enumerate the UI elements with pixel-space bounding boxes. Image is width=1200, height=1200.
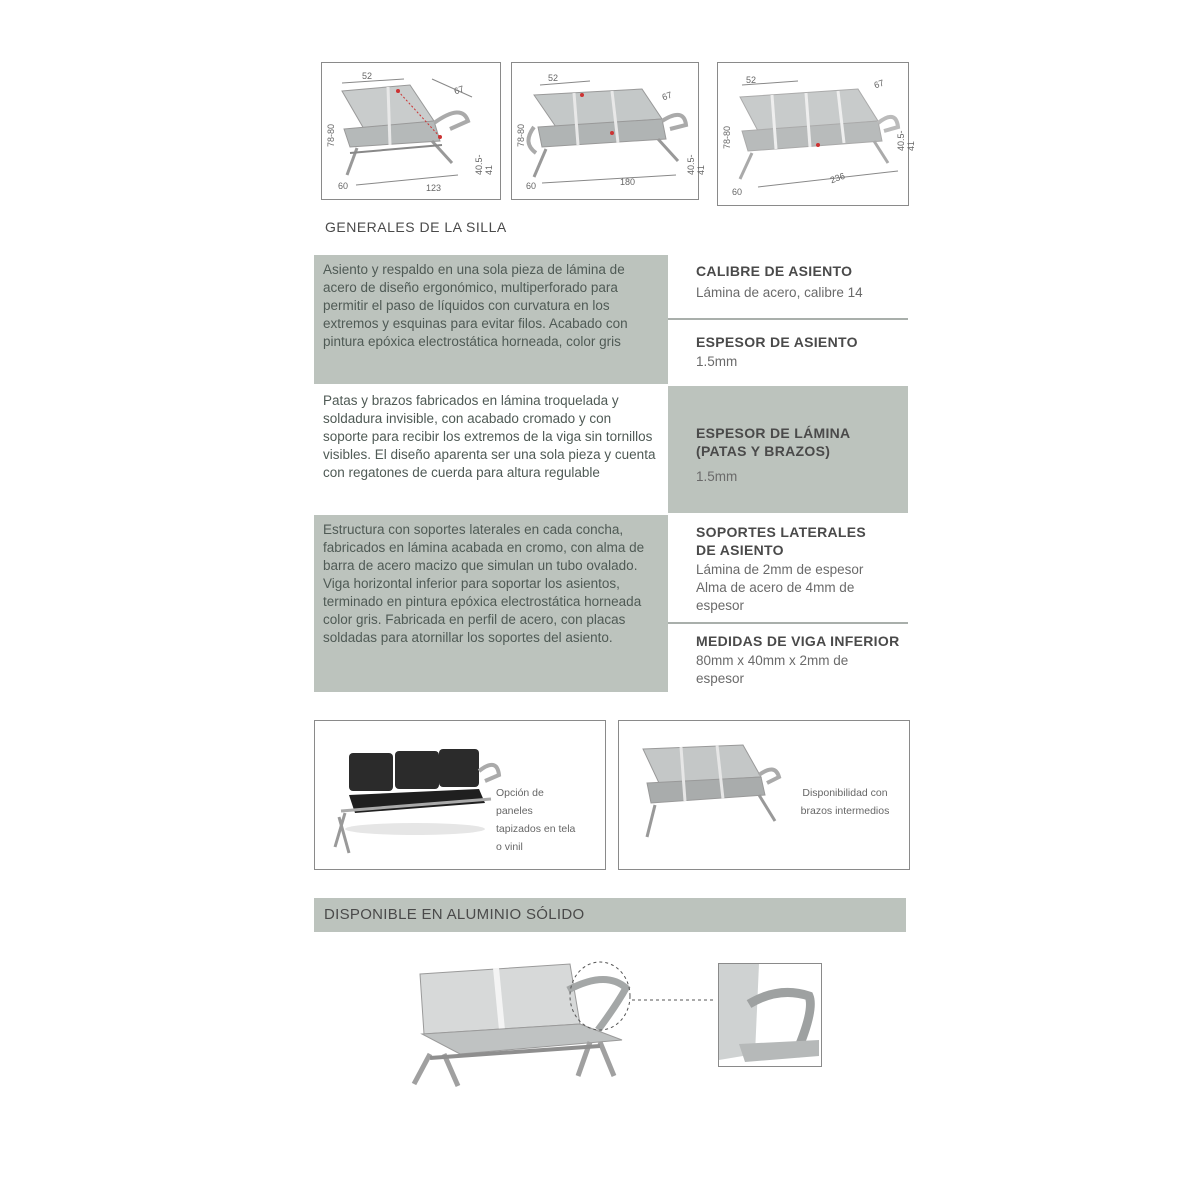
option-caption: Disponibilidad con brazos intermedios xyxy=(800,787,890,817)
spec-label: SOPORTES LATERALES xyxy=(696,524,867,540)
dim-leg-depth: 60 xyxy=(732,187,743,197)
description-structure xyxy=(314,515,668,692)
dim-depth: 67 xyxy=(872,77,886,91)
spec-value: 80mm x 40mm x 2mm de espesor xyxy=(696,653,849,686)
spec-label: MEDIDAS DE VIGA INFERIOR xyxy=(696,633,900,649)
dim-width: 52 xyxy=(548,73,559,83)
aluminum-banner: DISPONIBLE EN ALUMINIO SÓLIDO xyxy=(314,898,906,932)
dim-leg-depth: 60 xyxy=(526,181,537,191)
dim-leg-depth: 60 xyxy=(338,181,349,191)
dim-depth: 67 xyxy=(660,89,674,103)
dim-length: 180 xyxy=(620,177,636,187)
dim-depth: 67 xyxy=(452,83,466,97)
spec-calibre-asiento xyxy=(668,262,908,318)
spec-espesor-asiento xyxy=(668,333,908,383)
spec-value: Lámina de acero, calibre 14 xyxy=(696,285,863,300)
dim-seat-height: 40.5-41 xyxy=(686,154,706,175)
spec-value-line2: Alma de acero de 4mm de espesor xyxy=(696,580,855,613)
armrest-detail-illustration xyxy=(719,964,821,1066)
generales-title: GENERALES DE LA SILLA xyxy=(325,219,507,235)
dim-length: 236 xyxy=(828,170,847,186)
spec-label: ESPESOR DE ASIENTO xyxy=(696,334,858,350)
option-caption: Opción de paneles tapizados en tela o vinil xyxy=(496,787,576,853)
two-seat-bench-illustration xyxy=(322,63,500,199)
dim-length: 123 xyxy=(426,183,442,193)
spec-value: 1.5mm xyxy=(696,469,738,484)
description-legs-text: Patas y brazos fabricados en lámina troquelada y soldadura invisible, con acabado cromado y con soporte para recibir los extremos de la viga sin tornillos visibles. El diseño aparenta ser una sola pieza y cuenta con regatones de cuerda para altura regulable xyxy=(323,393,656,480)
dim-height: 78-80 xyxy=(722,125,732,149)
divider xyxy=(668,318,908,320)
three-seat-bench-illustration xyxy=(512,63,698,199)
dim-width: 52 xyxy=(746,75,757,85)
dimension-drawing-two-seat xyxy=(321,62,501,200)
dim-seat-height: 40.5-41 xyxy=(474,154,494,175)
description-beam-text: Viga horizontal inferior para soportar los asientos, terminado en pintura epóxica electrostática horneada color gris. Fabricada en perfil de acero, con placas soldadas para atornillar los soportes del asiento. xyxy=(323,576,642,645)
dim-seat-height: 40.5-41 xyxy=(896,130,916,151)
dim-height: 78-80 xyxy=(516,123,526,147)
dimension-drawing-three-seat xyxy=(511,62,706,200)
armrest-detail xyxy=(718,963,822,1067)
dim-width: 52 xyxy=(362,71,373,81)
description-structure-text: Estructura con soportes laterales en cada concha, fabricados en lámina acabada en cromo, con alma de barra de acero macizo que simulan un tubo ovalado. xyxy=(323,522,645,573)
spec-label-line2: DE ASIENTO xyxy=(696,542,784,558)
dim-height: 78-80 xyxy=(326,123,336,147)
option-intermediate-arms xyxy=(618,720,910,870)
spec-soportes-laterales xyxy=(668,523,908,621)
description-seat-text: Asiento y respaldo en una sola pieza de lámina de acero de diseño ergonómico, multiperforado para permitir el paso de líquidos con curvatura en los extremos y esquinas para evitar filos. Acabado con pintura epóxica electrostática horneada, color gris xyxy=(323,262,628,349)
dimension-drawing-four-seat xyxy=(717,62,916,206)
spec-espesor-lamina xyxy=(668,386,908,513)
option-upholstered-panels xyxy=(314,720,606,870)
description-legs xyxy=(314,386,668,513)
spec-label: CALIBRE DE ASIENTO xyxy=(696,263,853,279)
description-seat xyxy=(314,255,668,384)
spec-label-line2: (PATAS Y BRAZOS) xyxy=(696,443,831,459)
divider xyxy=(668,622,908,624)
spec-label: ESPESOR DE LÁMINA xyxy=(696,425,851,441)
spec-value: Lámina de 2mm de espesor xyxy=(696,562,864,577)
spec-value: 1.5mm xyxy=(696,354,738,369)
spec-viga-inferior xyxy=(668,632,908,692)
